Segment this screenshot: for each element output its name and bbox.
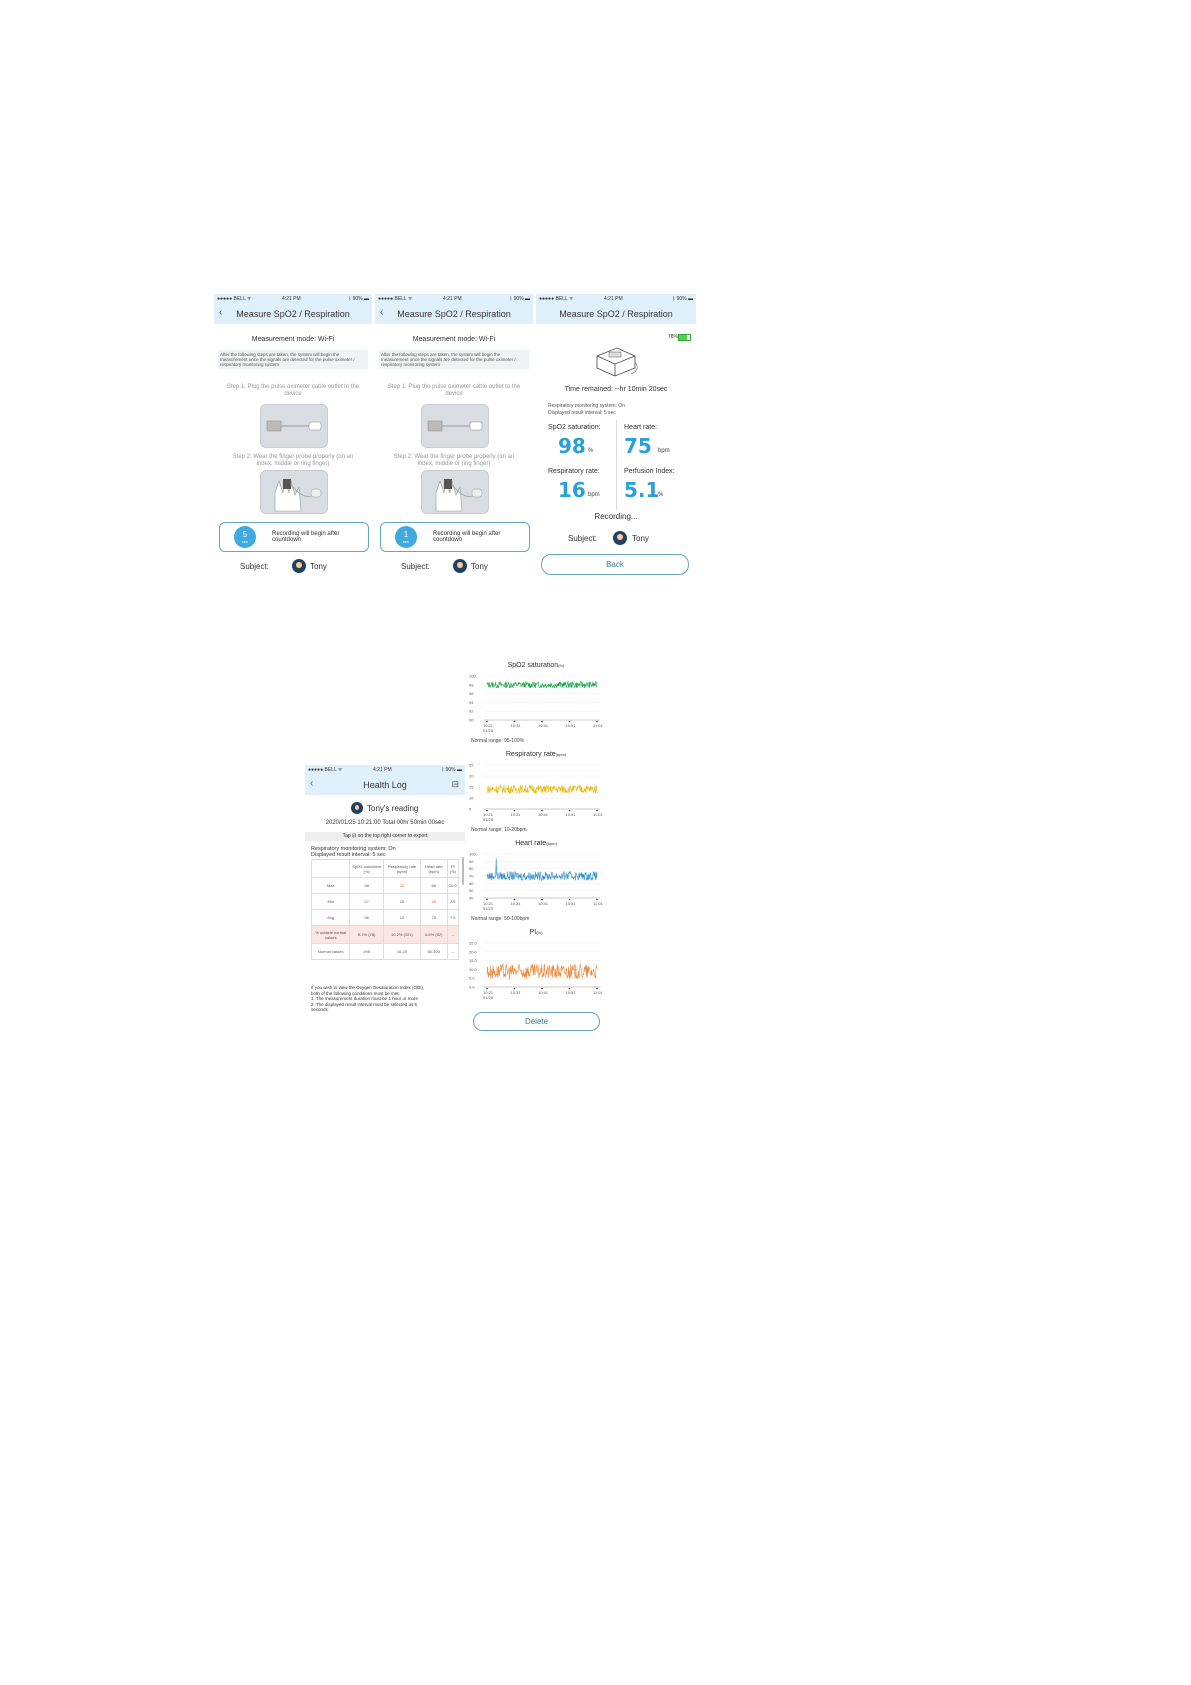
cable-icon [422,405,488,447]
pi-value: 5.1 [624,478,660,502]
table-row [312,878,459,894]
x-tick-mark [514,899,516,901]
finger-probe-image [421,470,489,514]
rr-label: Respiratory rate: [548,468,600,475]
series-line [487,858,597,880]
chart-unit: (%) [558,663,565,668]
chart-title-text: Respiratory rate [505,751,556,758]
x-tick-mark [569,810,571,812]
status-bar [375,294,533,303]
measurement-mode: Measurement mode: Wi-Fi [251,336,335,343]
table-header-cell: Respiratory rate (bpm) [383,860,420,878]
hr-label: Heart rate: [624,424,658,431]
scrollbar[interactable] [462,857,464,885]
table-cell: 8.5% (82) [420,926,447,944]
result-interval: Displayed result interval: 5 sec [548,410,616,416]
page-title: Health Log [363,780,407,790]
carrier-text: ●●●●● BELL ᯤ [539,296,574,302]
countdown-unit: sec [402,539,410,544]
odi-note-line: If you wish to view the Oxygen Desaturation Index (ODI), [311,985,425,990]
battery-text: ᛒ 90% ▬ [348,296,369,302]
chart-title-text: SpO2 saturation [507,662,559,669]
normal-range-text: Normal range: 50-100bpm [471,916,530,922]
status-bar [305,765,465,774]
status-bar [536,294,696,303]
battery-icon [678,334,691,341]
x-tick-label: 10:51 [565,812,576,817]
status-time: 4:21 PM [373,767,392,773]
y-tick-label: 5.0 [469,975,475,981]
normal-range-text: Normal range: 95-100% [471,738,525,744]
y-tick-label: 94 [469,699,474,705]
x-tick-label: 10:51 [565,723,576,728]
x-tick-mark [541,899,543,901]
rr-value: 16 [558,478,586,502]
x-tick-mark [486,810,488,812]
x-tick-label: 10:51 [565,901,576,906]
screen-health-log [305,765,465,1030]
table-cell: % outside normal values [312,926,350,944]
divider [616,420,617,510]
odi-note [311,985,461,1013]
table-cell: 2.5 [447,894,459,910]
x-tick-label: 11:01 [593,723,603,728]
spo2-value: 98 [558,434,586,458]
x-tick-label: 11:01 [593,901,603,906]
x-tick-label: 11:01 [593,990,603,995]
chart-title [468,929,604,936]
x-tick-mark [514,810,516,812]
hr-unit: bpm [658,448,670,454]
nav-bar [214,303,372,324]
x-tick-label: 10:41 [538,901,549,906]
y-tick-label: 70 [469,873,474,879]
spo2-label: SpO2 saturation: [548,424,601,431]
table-cell: 10 [383,894,420,910]
table-cell: 10.0 [447,878,459,894]
subject-label: Subject: [401,562,430,571]
status-time: 4:21 PM [443,296,462,302]
subject-name: Tony [310,562,327,571]
table-row [312,944,459,960]
x-tick-label: 10:21 [483,812,494,817]
intro-text: After the following steps are taken, the system will begin the measurement once the signals are detected for the pulse oximeter / respiratory monitoring system [218,350,368,369]
countdown-number: 1 [403,530,409,539]
y-tick-label: 100 [469,851,476,857]
table-header-cell: Heart rate (bpm) [420,860,447,878]
countdown-box [380,522,530,552]
table-cell: 10.2% (101) [383,926,420,944]
chart-title [468,751,604,758]
x-tick-mark [569,899,571,901]
avatar-icon [292,559,306,573]
table-row [312,910,459,926]
export-icon[interactable]: ⊟ [451,779,459,789]
table-cell: Avg [312,910,350,926]
measurement-mode: Measurement mode: Wi-Fi [412,336,496,343]
table-cell: Max [312,878,350,894]
carrier-text: ●●●●● BELL ᯤ [308,767,343,773]
x-tick-mark [486,721,488,723]
device-battery-text: 78% [667,334,678,340]
x-tick-label: 01/25 [483,817,494,822]
step1-text: Step 1: Plug the pulse oximeter cable outlet to the device [226,384,360,397]
x-tick-mark [541,988,543,990]
odi-note-line: 1. The measurement duration must be 1 hour or more [311,996,418,1001]
countdown-number: 5 [242,530,248,539]
table-cell: 7.0 [447,910,459,926]
table-header-cell: PI (%) [447,860,459,878]
y-tick-label: 5 [469,806,472,812]
screen-step1 [214,294,372,582]
result-interval: Displayed result interval: 5 sec [311,852,386,858]
battery-text: ᛒ 90% ▬ [441,767,462,773]
cable-image [421,404,489,448]
line-chart [468,850,604,912]
pi-unit: % [658,492,664,498]
countdown-box [219,522,369,552]
table-cell: 96 [350,910,383,926]
subject-name: Tony [632,534,649,543]
time-remained: Time remained: --hr 10min 20sec [564,386,668,393]
carrier-text: ●●●●● BELL ᯤ [217,296,252,302]
x-tick-label: 10:21 [483,901,494,906]
x-tick-mark [541,721,543,723]
x-tick-mark [596,721,598,723]
x-tick-label: 11:01 [593,812,603,817]
resp-system-status: Respiratory monitoring system: On [311,846,396,852]
table-cell: 23 [383,878,420,894]
x-tick-mark [486,899,488,901]
y-tick-label: 20 [469,773,474,779]
rr-unit: bpm [588,492,600,498]
delete-button[interactable]: Delete [473,1012,600,1031]
page-title: Measure SpO2 / Respiration [559,309,673,319]
step2-text: Step 2: Wear the finger probe properly (on an index, middle or ring finger) [232,454,354,467]
y-tick-label: 10.0 [469,966,477,972]
chart-unit: (%) [536,930,543,935]
status-time: 4:21 PM [604,296,623,302]
y-tick-label: 25.0 [469,940,477,946]
x-tick-label: 10:41 [538,812,549,817]
chart-title-text: Heart rate [515,840,547,847]
odi-note-line: seconds. [311,1007,330,1012]
nav-bar [375,303,533,324]
chart-unit: (bpm) [546,841,557,846]
x-tick-mark [596,988,598,990]
table-header-row [312,860,459,878]
x-tick-label: 10:31 [510,723,521,728]
y-tick-label: 92 [469,708,474,714]
chart-title-text: PI [529,929,537,936]
chart-title [468,840,604,847]
countdown-text: Recording will begin after countdown [433,531,501,543]
y-tick-label: 90 [469,858,474,864]
countdown-circle [234,526,256,548]
table-cell: 10-20 [383,944,420,960]
back-chevron-icon[interactable]: ‹ [310,778,314,789]
subject-label: Subject: [240,562,269,571]
table-cell: 75 [420,910,447,926]
y-tick-label: 80 [469,866,474,872]
y-tick-label: 15 [469,784,474,790]
subject-name: Tony [471,562,488,571]
battery-text: ᛒ 90% ▬ [672,296,693,302]
recording-status: Recording... [594,512,638,521]
pi-label: Perfusion Index: [624,468,675,475]
y-tick-label: 40 [469,895,474,901]
countdown-unit: sec [241,539,249,544]
y-tick-label: 60 [469,880,474,886]
table-cell: Normal values [312,944,350,960]
table-cell: 50-100 [420,944,447,960]
table-header-cell: SpO2 saturation (%) [350,860,383,878]
x-tick-label: 10:31 [510,812,521,817]
screen-recording [536,294,696,582]
x-tick-mark [569,721,571,723]
series-line [487,785,597,794]
y-tick-label: 90 [469,717,474,723]
table-cell: ≥95 [350,944,383,960]
line-chart [468,672,604,734]
oximeter-device-icon [591,342,641,378]
battery-text: ᛒ 90% ▬ [509,296,530,302]
cable-image [260,404,328,448]
y-tick-label: 15.0 [469,958,477,964]
x-tick-label: 10:41 [538,990,549,995]
avatar-icon [351,802,363,814]
y-tick-label: 50 [469,888,474,894]
summary-table [311,859,459,960]
table-cell: Min [312,894,350,910]
y-tick-label: 0.0 [469,984,475,990]
reading-title: Tony's reading [367,804,419,813]
table-row [312,926,459,944]
carrier-text: ●●●●● BELL ᯤ [378,296,413,302]
avatar-icon [453,559,467,573]
date-line: 2020/01/25 10:21:00 Total 00hr 50min 00sec [325,820,445,826]
page-title: Measure SpO2 / Respiration [397,309,511,319]
x-tick-label: 10:31 [510,990,521,995]
x-tick-label: 10:21 [483,990,494,995]
finger-probe-image [260,470,328,514]
x-tick-mark [569,988,571,990]
y-tick-label: 100 [469,673,476,679]
x-tick-mark [596,899,598,901]
table-cell: 12 [383,910,420,926]
hand-icon [422,471,488,513]
avatar-icon [613,531,627,545]
odi-note-line: 2. The displayed result interval must be selected as 5 [311,1001,417,1007]
x-tick-mark [514,721,516,723]
hand-icon [261,471,327,513]
spo2-unit: % [588,448,594,454]
nav-bar [536,303,696,324]
countdown-circle [395,526,417,548]
back-button[interactable]: Back [541,554,689,575]
table-cell: 88 [420,878,447,894]
step1-text: Step 1: Plug the pulse oximeter cable outlet to the device [387,384,521,397]
table-cell: 8.1% (78) [350,926,383,944]
line-chart [468,761,604,823]
x-tick-mark [541,810,543,812]
normal-range-text: Normal range: 10-20bpm [471,827,527,833]
x-tick-mark [514,988,516,990]
odi-note-line: both of the following conditions must be met: [311,990,400,996]
y-tick-label: 25 [469,762,474,768]
chart-unit: (bpm) [555,752,567,757]
x-tick-label: 10:31 [510,901,521,906]
resp-system-status: Respiratory monitoring system: On [548,403,625,409]
table-header-cell [312,860,350,878]
x-tick-label: 01/25 [483,995,494,1000]
table-cell: 45 [420,894,447,910]
table-cell: -- [447,944,459,960]
x-tick-mark [486,988,488,990]
x-tick-label: 10:41 [538,723,549,728]
table-cell: 87 [350,894,383,910]
step2-text: Step 2: Wear the finger probe properly (on an index, middle or ring finger) [393,454,515,467]
x-tick-label: 10:21 [483,723,494,728]
y-tick-label: 20.0 [469,949,477,955]
nav-bar [305,774,465,795]
countdown-text: Recording will begin after countdown [272,531,340,543]
export-hint: Tap ⊟ on the top right corner to export [305,832,465,841]
hr-value: 75 [624,434,652,458]
series-line [487,964,597,979]
status-bar [214,294,372,303]
back-chevron-icon[interactable]: ‹ [219,307,223,318]
x-tick-label: 01/25 [483,906,494,911]
table-cell: -- [447,926,459,944]
x-tick-mark [596,810,598,812]
back-chevron-icon[interactable]: ‹ [380,307,384,318]
x-tick-label: 10:51 [565,990,576,995]
chart-title [468,662,604,669]
charts-panel [468,662,604,1032]
y-tick-label: 96 [469,691,474,697]
line-chart [468,939,604,1001]
status-time: 4:21 PM [282,296,301,302]
y-tick-label: 98 [469,682,474,688]
intro-text: After the following steps are taken, the system will begin the measurement once the signals are detected for the pulse oximeter / respiratory monitoring system [379,350,529,369]
page-title: Measure SpO2 / Respiration [236,309,350,319]
y-tick-label: 10 [469,795,474,801]
cable-icon [261,405,327,447]
table-cell: 98 [350,878,383,894]
table-row [312,894,459,910]
subject-label: Subject: [568,534,597,543]
x-tick-label: 01/25 [483,728,494,733]
screen-step2 [375,294,533,582]
